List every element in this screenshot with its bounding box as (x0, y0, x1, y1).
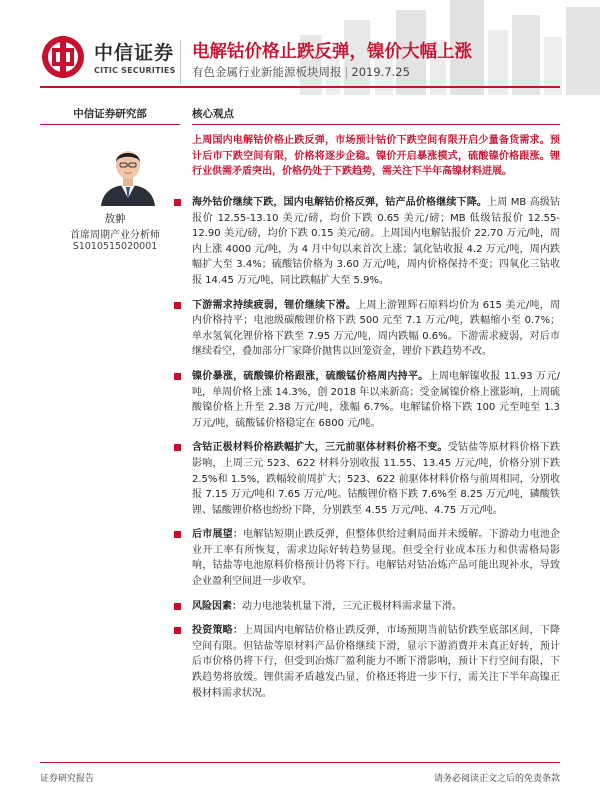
footer-disclaimer-text: 请务必阅读正文之后的免责条款 (433, 774, 560, 784)
bullet-body: 受钴盐等原材料价格下跌影响，上周三元 523、622 材料分别收报 11.55、13.45 万元/吨，价格分别下跌 2.5%和 1.5%，跌幅较前周扩大；523、622 前驱体材料价格与前周相同，分别收报 7.15 万元/吨和 7.65 万元/吨。钴酸锂价格下跌 7.6%至 8.25 万元/吨，磷酸铁锂、锰酸锂价格也纷纷下降，分别跌至 4.55 万元/吨、4.75 万元/吨。 (192, 442, 561, 516)
bullet-item (174, 369, 560, 431)
section-rule (192, 124, 560, 125)
bullet-square-icon (174, 444, 181, 451)
bullet-square-icon (174, 603, 181, 610)
bullet-lead: 下游需求持续疲弱，锂价继续下滑。 (192, 299, 357, 311)
analyst-name: 敖翀 (104, 213, 126, 225)
bullet-text (192, 599, 560, 615)
department-label: 中信证券研究部 (73, 108, 147, 120)
bullet-body: 上周电解镍收报 11.93 万元/吨，单周价格上涨 14.3%，创 2018 年以来新高；受金属镍价格上涨影响，上周硫酸镍价格上升至 2.38 万元/吨，涨幅 6.7%。电解锰价格下跌 100 元至吨至 1.3 万元/吨，硫酸锰价格稳定在 6800 元/吨。 (192, 370, 561, 429)
bullet-text (192, 369, 560, 431)
bullet-text (192, 527, 560, 589)
bullet-square-icon (174, 199, 181, 206)
bullet-square-icon (174, 531, 181, 538)
citic-logo-icon (40, 34, 86, 80)
bullet-item (174, 195, 560, 289)
footer-rule (40, 762, 560, 763)
footer-left-text: 证券研究报告 (40, 774, 95, 784)
brand-name-cn: 中信证券 (94, 42, 175, 64)
bullet-body: 上周国内电解钴价格止跌反弹，市场预期当前钴价跌至底部区间，下降空间有限。但钴盐等原材料产品价格继续下滑，显示下游消费并未真正好转，预计后市价格仍将下行，但受到冶炼厂盈利能力不断下滑影响，预计下行空间有限，下跌趋势将放缓。锂供需矛盾越发凸显，价格还将进一步下行，需关注下半年高镍正极材料需求状况。 (192, 625, 561, 699)
report-title: 电解钴价格止跌反弹，镍价大幅上涨 (192, 42, 472, 62)
bullet-item (174, 599, 560, 615)
report-category: 有色金属行业新能源板块周报 (192, 65, 342, 79)
bullet-item (174, 623, 560, 701)
bullet-lead: 风险因素： (192, 600, 242, 612)
bullet-square-icon (174, 627, 181, 634)
analyst-photo (95, 140, 161, 206)
report-date: 2019.7.25 (351, 65, 410, 79)
header-rule (40, 86, 560, 88)
section-title: 核心观点 (192, 108, 234, 120)
bullet-lead: 镍价暴涨，硫酸镍价格跟涨，硫酸锰价格周内持平。 (192, 370, 429, 382)
bullet-lead: 后市展望： (192, 529, 244, 541)
bullet-square-icon (174, 302, 181, 309)
analyst-title: 首席周期产业分析师 (70, 230, 160, 241)
bullet-lead: 投资策略： (192, 625, 244, 637)
bullet-text (192, 623, 560, 701)
bullet-body: 电解钴短期止跌反弹，但整体供给过剩局面并未缓解。下游动力电池企业开工率有所恢复，需求边际好转趋势显现。但受全行业成本压力和供需格局影响，钴盐等电池原料价格预计仍将下行。电解钴对钴冶炼产品可能出现补水，导致企业盈利空间进一步收窄。 (192, 529, 561, 588)
bullet-item (174, 298, 560, 360)
report-subtitle (192, 64, 410, 80)
bullet-list (174, 195, 560, 710)
bullet-square-icon (174, 373, 181, 380)
header-divider (180, 40, 181, 84)
subtitle-separator: | (344, 65, 349, 79)
bullet-text (192, 440, 560, 518)
bullet-lead: 海外钴价继续下跌，国内电解钴价格反弹，钴产品价格继续下降。 (192, 197, 488, 208)
bullet-body: 上周 MB 高级钴报价 12.55-13.10 美元/磅，均价下跌 0.65 美元/磅；MB 低级钴报价 12.55-12.90 美元/磅，均价下跌 0.15 美元/磅。上周国内电解钴报价 22.70 万元/吨，周内上涨 4000 元/吨，为 4 月中旬以来首次上涨；氯化钴收报 4.2 万元/吨，周内跌幅扩大至 3.4%；硫酸钴价格为 3.60 万元/吨，周内价格保持不变；四氧化三钴收报 14.45 万元/吨，同比跌幅扩大至 5.9%。 (192, 197, 560, 286)
bullet-body: 上周上游锂辉石原料均价为 615 美元/吨，周内价格持平；电池级碳酸锂价格下跌 500 元至 7.1 万元/吨，跌幅缩小至 0.7%；单水氢氧化锂价格下跌至 7.95 万元/吨，周内跌幅 0.6%。下游需求疲弱，对后市继续看空，叠加部分厂家降价抛售以回笼资金，锂价下跌趋势不改。 (192, 299, 560, 358)
bullet-item (174, 440, 560, 518)
analyst-license-id: S1010515020001 (72, 241, 158, 252)
bullet-text (192, 195, 560, 289)
brand-name-en: CITIC SECURITIES (94, 66, 176, 75)
department-rule (40, 124, 180, 125)
bullet-text (192, 298, 560, 360)
summary-paragraph: 上周国内电解钴价格止跌反弹，市场预计钴价下跌空间有限开启少量备货需求。预计后市下跌空间有限，价格将逐步企稳。镍价开启暴涨模式，硫酸镍价格跟涨。锂行业供需矛盾突出，价格仍处于下跌趋势，需关注下半年高镍材料进展。 (192, 135, 560, 177)
bullet-item (174, 527, 560, 589)
bullet-body: 动力电池装机量下滑，三元正极材料需求量下滑。 (242, 600, 462, 612)
bullet-lead: 含钴正极材料价格跌幅扩大，三元前驱体材料价格不变。 (192, 442, 448, 454)
